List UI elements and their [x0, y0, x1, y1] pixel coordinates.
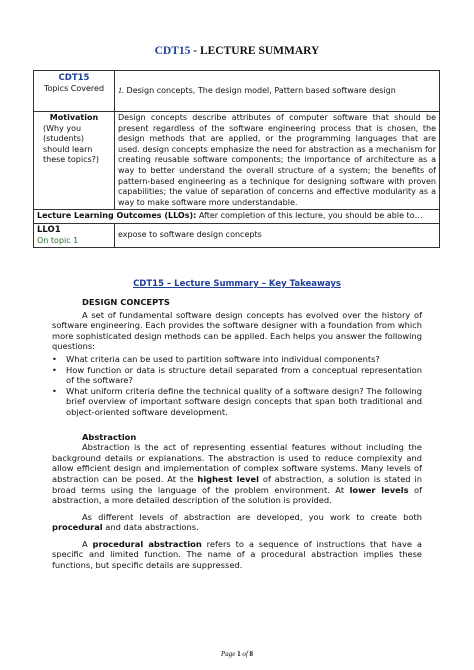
llo1-code: LLO1 [37, 224, 61, 235]
motivation-label: Motivation [49, 113, 99, 122]
design-concepts-heading: DESIGN CONCEPTS [82, 297, 170, 307]
topics-label: Topics Covered [43, 83, 105, 93]
of-word: of [240, 650, 250, 658]
list-item: • What criteria can be used to partition software into individual components? [52, 354, 422, 365]
topics-value-cell [115, 71, 440, 112]
design-intro-paragraph: A set of fundamental software design concepts has evolved over the history of software engineering. Each provides the software designer with a foundation from which more sophisticated design methods can be applied. Each helps you answer the following questions: [52, 309, 422, 352]
abstraction-heading: Abstraction [82, 431, 137, 442]
abstraction-paragraph-2 [52, 512, 422, 533]
motivation-sublabel: (Why you (students) should learn these topics?) [43, 123, 100, 165]
llo-label: Lecture Learning Outcomes (LLOs): [37, 211, 197, 221]
procedural-emphasis: procedural [52, 522, 103, 533]
motivation-text: Design concepts describe attributes of computer software that should be present regardless of the software engineering process that is chosen, the design methods that are applied, or the programming languages that are used. design concepts emphasize the need for abstraction as a mechanism for creating reusable software components; the importance of architecture as a way to better understand the overall structure of a system; the benefits of pattern-based engineering as a technique for designing software with proven capabilities; the value of separation of concerns and effective modularity as a way to make software more understandable. [115, 112, 440, 210]
abstraction-paragraph-3 [52, 539, 422, 571]
topics-row [34, 71, 440, 112]
topics-value: Design concepts, The design model, Pattern based software design [124, 85, 396, 95]
topics-course-code: CDT15 [58, 73, 90, 83]
course-code: CDT15 [154, 45, 191, 57]
procedural-abstraction-emphasis: procedural abstraction [92, 538, 202, 549]
abstraction-paragraph-1 [52, 442, 422, 506]
llo1-row [34, 223, 440, 247]
page-total: 8 [249, 650, 254, 658]
abstraction-text: A [82, 538, 93, 549]
motivation-row [34, 112, 440, 210]
section-title: CDT15 – Lecture Summary – Key Takeaways [133, 279, 341, 289]
highest-level-emphasis: highest level [197, 473, 260, 484]
document-title-text: - LECTURE SUMMARY [190, 45, 320, 57]
abstraction-text: refers to a sequence of instructions that have a specific and limited function. The name of a procedural abstraction implies these functions, but specific details are suppressed. [52, 538, 422, 571]
lower-levels-emphasis: lower levels [349, 484, 409, 495]
list-item: • How function or data is structure detail separated from a conceptual representation of the software? [52, 365, 422, 386]
llo-cell [34, 210, 440, 224]
abstraction-text: of abstraction, a more detailed description of the solution is provided. [52, 484, 423, 506]
abstraction-text: and data abstractions. [102, 522, 199, 533]
abstraction-text: As different levels of abstraction are developed, you work to create both [82, 511, 422, 522]
content-body [52, 297, 422, 571]
summary-table [33, 70, 440, 248]
page-word: Page [220, 650, 238, 658]
list-item: • What uniform criteria define the technical quality of a software design? The following brief overview of important software design concepts that span both traditional and object-oriented software development. [52, 386, 422, 418]
page-number: 1 [237, 650, 241, 658]
abstraction-text: of abstraction, a solution is stated in broad terms using the language of the problem environment. At [52, 473, 422, 495]
document-title [0, 45, 474, 57]
questions-list [52, 354, 422, 418]
topics-label-cell [34, 71, 115, 112]
abstraction-text: Abstraction is the act of representing essential features without including the background details or explanations. The abstraction is used to reduce complexity and allow efficient design and implementation of complex software systems. Many levels of abstraction can be posed. At the [52, 442, 422, 484]
llo1-text: expose to software design concepts [115, 223, 440, 247]
llo-row [34, 210, 440, 224]
llo-text: After completion of this lecture, you should be able to… [196, 211, 423, 221]
llo1-topic: On topic 1 [37, 235, 79, 245]
topics-number: 1. [118, 85, 124, 95]
motivation-label-cell [34, 112, 115, 210]
page-footer [0, 650, 474, 658]
llo1-label-cell [34, 223, 115, 247]
